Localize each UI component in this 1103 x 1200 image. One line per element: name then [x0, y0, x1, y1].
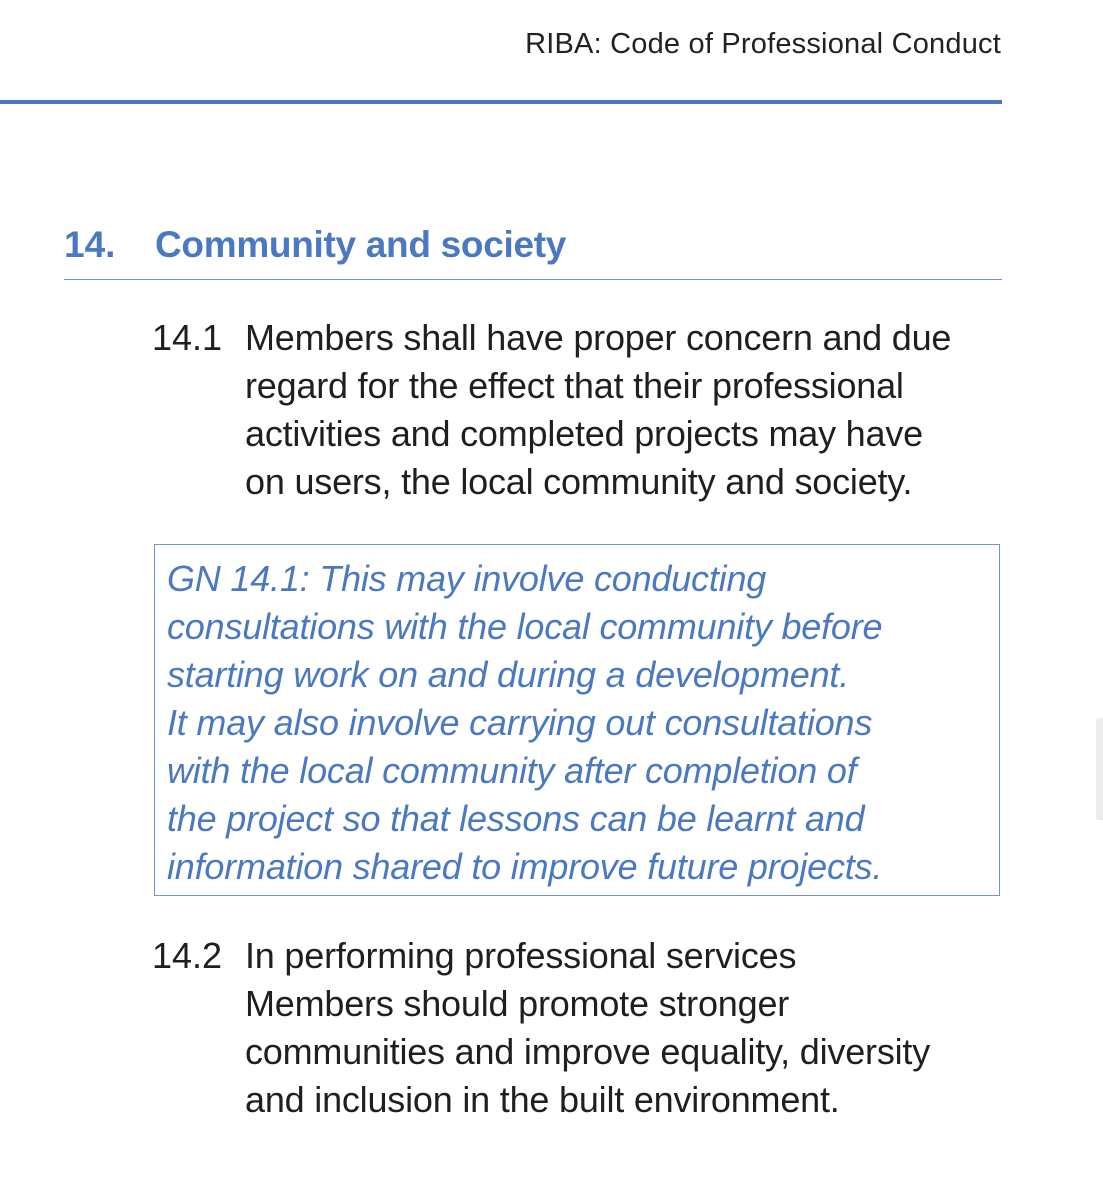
clause-line: communities and improve equality, diversity [245, 1031, 931, 1072]
scroll-indicator[interactable] [1096, 718, 1103, 820]
guidance-note-text [167, 555, 882, 891]
header-rule [0, 100, 1002, 104]
guidance-line: GN 14.1: This may involve conducting [167, 558, 767, 599]
clause-line: and inclusion in the built environment. [245, 1079, 840, 1120]
guidance-line: consultations with the local community before [167, 606, 883, 647]
clause-line: Members shall have proper concern and due [245, 317, 952, 358]
clause-line: Members should promote stronger [245, 983, 790, 1024]
running-header-title: RIBA: Code of Professional Conduct [525, 28, 1001, 60]
clause-text [245, 932, 1005, 1124]
clause-line: on users, the local community and society. [245, 461, 913, 502]
guidance-line: with the local community after completion of [167, 750, 857, 791]
clause-text [245, 314, 1005, 506]
guidance-line: It may also involve carrying out consultations [167, 702, 873, 743]
clause-line: regard for the effect that their professional [245, 365, 904, 406]
section-title: Community and society [155, 224, 567, 265]
clause-line: activities and completed projects may have [245, 413, 923, 454]
clause-line: In performing professional services [245, 935, 797, 976]
guidance-note-box [154, 544, 1000, 896]
guidance-line: starting work on and during a development. [167, 654, 850, 695]
guidance-line: the project so that lessons can be learnt and [167, 798, 865, 839]
section-rule [64, 279, 1002, 280]
guidance-line: information shared to improve future projects. [167, 846, 883, 887]
section-number: 14. [64, 224, 116, 265]
clause-number: 14.1 [152, 317, 223, 358]
clause-number: 14.2 [152, 935, 223, 976]
